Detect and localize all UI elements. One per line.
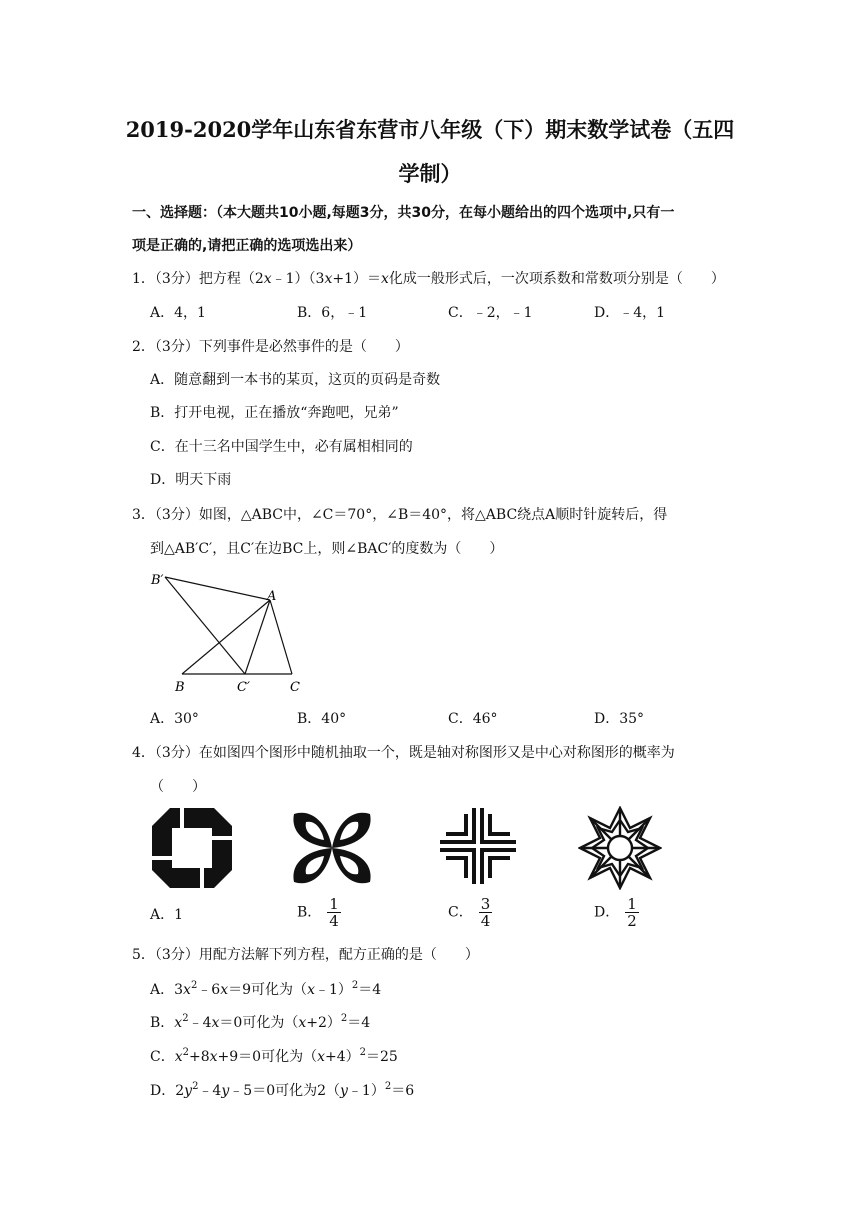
q2-option-b: B．打开电视，正在播放“奔跑吧，兄弟”	[150, 405, 399, 421]
q4-option-a: A．1	[150, 907, 184, 923]
q1-option-c: C．﹣2，﹣1	[448, 305, 533, 321]
q4-option-b: B． $\frac{1}{4}$	[297, 895, 339, 930]
label-c: C	[290, 680, 300, 695]
q3-option-d: D．35°	[594, 711, 645, 727]
q2-option-a: A．随意翻到一本书的某页，这页的页码是奇数	[150, 372, 441, 388]
q5-option-d: D．$2y^2﹣4y﹣5=0$可化为2（y﹣1）$^2$＝6	[150, 1081, 415, 1099]
q4-option-d: D． $\frac{1}{2}$	[594, 895, 637, 930]
label-b-prime: B′	[151, 573, 164, 588]
q2-option-c: C．在十三名中国学生中，必有属相相同的	[150, 439, 413, 455]
fraction-one-half: $\frac{1}{2}$	[627, 895, 637, 930]
q3-triangle-figure	[145, 570, 315, 698]
q5-option-c: C．$x^2+8x+9=0$可化为$(x+4)^2=25$	[150, 1047, 398, 1065]
q2-option-d: D．明天下雨	[150, 472, 232, 488]
star-octagon-icon	[578, 806, 662, 890]
question-4-stem: 4．（3分）在如图四个图形中随机抽取一个，既是轴对称图形又是中心对称图形的概率为	[132, 745, 675, 761]
question-5-stem: 5．（3分）用配方法解下列方程，配方正确的是（ ）	[132, 947, 479, 963]
page-title-continued: 学制）	[398, 161, 462, 186]
q5-option-a: A．$3x^2﹣6x=9$可化为（x﹣1）$^2$＝4	[150, 980, 382, 998]
q3-option-c: C．46°	[448, 711, 498, 727]
section-heading: 一、选择题：（本大题共10小题,每题3分，共30分，在每小题给出的四个选项中,只有一	[132, 205, 675, 221]
question-4-stem-continued: （ ）	[150, 779, 206, 795]
q1-option-b: B．6，﹣1	[297, 305, 368, 321]
label-c-prime: C′	[237, 680, 250, 695]
q4-option-c: C． $\frac{3}{4}$	[448, 895, 491, 930]
question-3-stem-continued: 到△AB′C′，且C′在边BC上，则∠BAC′的度数为（ ）	[150, 541, 504, 557]
page-title: 2019-2020学年山东省东营市八年级（下）期末数学试卷（五四	[125, 117, 735, 142]
question-2-stem: 2．（3分）下列事件是必然事件的是（ ）	[132, 339, 409, 355]
bracket-cross-icon	[438, 806, 518, 886]
q5-option-b: B．$x^2﹣4x=0$可化为$(x+2)^2=4$	[150, 1013, 371, 1031]
square-ring-icon	[152, 808, 232, 888]
section-heading-continued: 项是正确的,请把正确的选项选出来）	[132, 238, 362, 254]
fraction-one-quarter: $\frac{1}{4}$	[329, 895, 339, 930]
fraction-three-quarters: $\frac{3}{4}$	[480, 895, 491, 930]
question-3-stem: 3．（3分）如图，△ABC中，∠C＝70°，∠B＝40°，将△ABC绕点A顺时针旋转后，得	[132, 507, 668, 523]
four-petal-icon	[288, 806, 376, 890]
q3-option-b: B．40°	[297, 711, 347, 727]
question-1-stem: 1．（3分）把方程（2x﹣1）（3x+1）＝x化成一般形式后，一次项系数和常数项分别是（ ）	[132, 271, 725, 287]
label-b: B	[175, 680, 185, 695]
label-a: A	[267, 589, 277, 604]
q1-option-a: A．4，1	[150, 305, 206, 321]
q1-option-d: D．﹣4，1	[594, 305, 666, 321]
q3-option-a: A．30°	[150, 711, 199, 727]
